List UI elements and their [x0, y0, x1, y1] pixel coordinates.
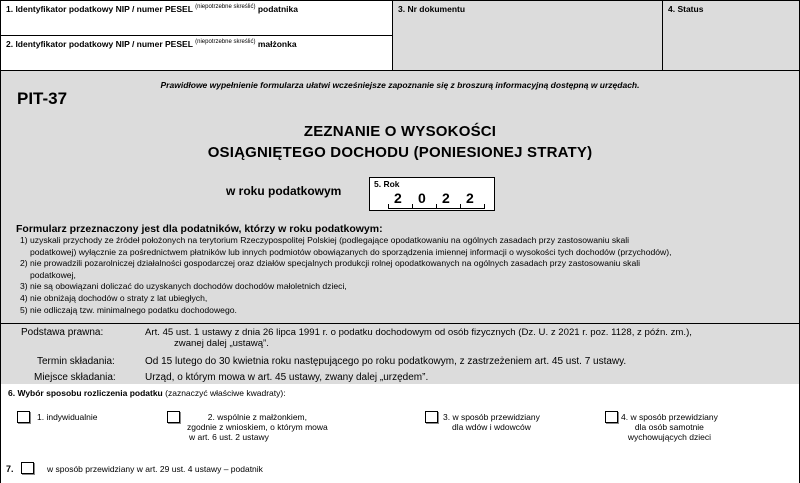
checkbox-icon[interactable] — [21, 462, 34, 474]
section-6 — [0, 384, 800, 457]
intended-line: 5) nie odliczają tzw. minimalnego podatku dochodowego. — [20, 304, 237, 315]
option-label: 3. w sposób przewidziany — [443, 412, 540, 422]
info-note: Prawidłowe wypełnienie formularza ułatwi wcześniejsze zapoznanie się z broszurą informacyjną dostępną w urzędach. — [160, 80, 640, 90]
deadline-label: Termin składania: — [37, 356, 115, 367]
checkbox-icon[interactable] — [605, 411, 618, 423]
legal-panel — [0, 323, 800, 385]
basis-text-line1: Art. 45 ust. 1 ustawy z dnia 26 lipca 1991 r. o podatku dochodowym od osób fizycznych (Dz. U. z 2021 r. poz. 1128, z późn. zm.), — [145, 327, 692, 338]
option-label: 4. w sposób przewidziany — [621, 412, 718, 422]
deadline-value: Od 15 lutego do 30 kwietnia roku następującego po roku podatkowym, z zastrzeżeniem art. 45 ust. 7 ustawy. — [145, 356, 627, 367]
option-joint[interactable] — [167, 408, 328, 442]
year-digit: 2 — [442, 190, 450, 206]
form-code: PIT-37 — [17, 89, 68, 108]
form-title-line2: OSIĄGNIĘTEGO DOCHODU (PONIESIONEJ STRATY) — [207, 144, 593, 161]
option-single-parent[interactable] — [605, 408, 718, 442]
place-value: Urząd, o którym mowa w art. 45 ustawy, zwany dalej „urzędem”. — [145, 372, 429, 383]
nip-taxpayer-suffix: podatnika — [257, 4, 298, 14]
year-label: 5. Rok — [374, 179, 400, 189]
nip-spouse-label — [6, 39, 297, 49]
section-6-title: 6. Wybór sposobu rozliczenia podatku — [8, 388, 163, 398]
doc-number-label: 3. Nr dokumentu — [398, 4, 466, 14]
intended-line: 1) uzyskali przychody ze źródeł położonych na terytorium Rzeczypospolitej Polskiej (podlegające opodatkowaniu na ogólnych zasadach przy zastosowaniu skali — [20, 235, 630, 245]
option-label: wychowujących dzieci — [627, 432, 711, 442]
year-prefix: w roku podatkowym — [226, 184, 342, 198]
nip-taxpayer-box[interactable] — [0, 0, 393, 36]
option-art29[interactable] — [21, 459, 34, 477]
option-label: dla wdów i wdowców — [451, 422, 531, 432]
intended-line: podatkowej) wyłącznie za pośrednictwem płatników lub innych podmiotów obowiązanych do sporządzenia imiennej informacji o wysokości tych dochodów (przychodów), — [30, 246, 672, 257]
intended-line: 3) nie są obowiązani doliczać do uzyskanych dochodów dochodów małoletnich dzieci, — [20, 281, 347, 292]
basis-text-line2: zwanej dalej „ustawą”. — [174, 338, 269, 349]
year-digit: 2 — [394, 190, 402, 206]
year-digits — [388, 190, 488, 209]
option-label: dla osób samotnie — [634, 422, 704, 432]
option-label: 2. wspólnie z małżonkiem, — [207, 412, 307, 422]
option-label: zgodnie z wnioskiem, o którym mowa — [187, 422, 328, 432]
year-digit: 2 — [466, 190, 474, 206]
option-label: w art. 6 ust. 2 ustawy — [189, 432, 269, 442]
intended-heading: Formularz przeznaczony jest dla podatników, którzy w roku podatkowym: — [16, 223, 383, 235]
status-label: 4. Status — [668, 4, 704, 14]
year-digit: 0 — [418, 190, 426, 206]
section-7 — [0, 456, 800, 483]
form-title-line1: ZEZNANIE O WYSOKOŚCI — [303, 123, 497, 140]
checkbox-icon[interactable] — [167, 411, 180, 423]
intended-line: 2) nie prowadzili pozarolniczej działalności gospodarczej oraz działów specjalnych produkcji rolnej opodatkowanych na ogólnych zasadach przy zastosowaniu skali — [20, 258, 641, 269]
section-6-note: (zaznaczyć właściwe kwadraty): — [165, 388, 286, 398]
status-box — [662, 0, 800, 71]
intended-line: podatkowej, — [30, 269, 76, 280]
checkbox-icon[interactable] — [425, 411, 438, 423]
nip-taxpayer-label-text: 1. Identyfikator podatkowy NIP / numer PESEL — [6, 4, 193, 14]
intended-list — [20, 235, 672, 316]
doc-number-box — [392, 0, 663, 71]
nip-spouse-suffix: małżonka — [257, 39, 297, 49]
nip-taxpayer-note: (niepotrzebne skreślić) — [195, 4, 256, 11]
nip-spouse-label-text: 2. Identyfikator podatkowy NIP / numer PESEL — [6, 39, 193, 49]
section-7-num: 7. — [6, 464, 14, 474]
checkbox-icon[interactable] — [17, 411, 30, 423]
nip-spouse-box[interactable] — [0, 35, 393, 71]
intended-line: 4) nie obniżają dochodów o straty z lat ubiegłych, — [20, 292, 208, 303]
form-header-panel — [0, 71, 800, 324]
year-field[interactable] — [369, 177, 495, 211]
nip-taxpayer-label — [6, 4, 298, 14]
basis-label: Podstawa prawna: — [21, 327, 104, 338]
option-label: 1. indywidualnie — [37, 412, 98, 422]
option-widowed[interactable] — [425, 408, 540, 432]
place-label: Miejsce składania: — [34, 372, 116, 383]
nip-spouse-note: (niepotrzebne skreślić) — [195, 39, 256, 46]
option-individual[interactable] — [17, 408, 98, 426]
section-7-text: w sposób przewidziany w art. 29 ust. 4 ustawy – podatnik — [47, 464, 263, 474]
